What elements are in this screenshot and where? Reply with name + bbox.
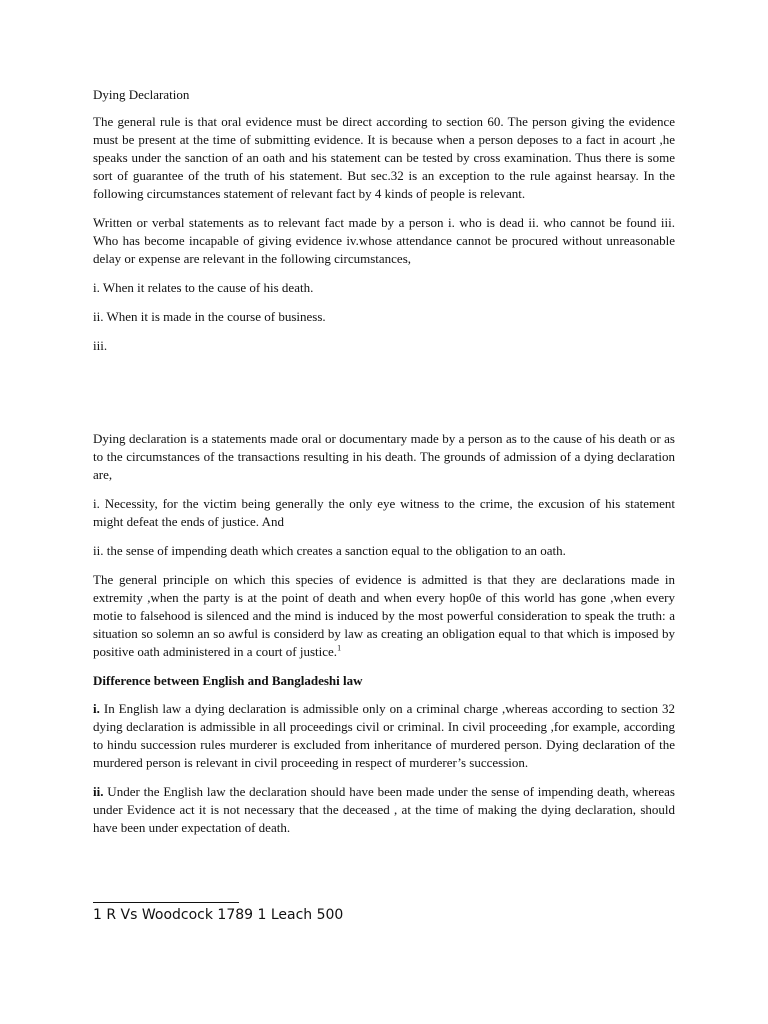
paragraph-definition: Dying declaration is a statements made oral or documentary made by a person as to the cause of his death or as to the circumstances of the transactions resulting in his death. The grounds of admission of a dying declaration are, bbox=[93, 431, 675, 482]
section-heading: Difference between English and Bangladeshi law bbox=[93, 673, 363, 688]
footnote: 1 R Vs Woodcock 1789 1 Leach 500 bbox=[93, 907, 344, 923]
document-body bbox=[93, 86, 675, 848]
page-title: Dying Declaration bbox=[93, 87, 190, 102]
difference-text: In English law a dying declaration is admissible only on a criminal charge ,whereas according to section 32 dying declaration is admissible in all proceedings civil or criminal. In civil proceeding ,for example, according to hindu succession rules murderer is excluded from inheritance of murdered person. Dying declaration of the murdered person is relevant in civil proceeding in respect of murderer’s succession. bbox=[93, 701, 675, 770]
difference-text: Under the English law the declaration should have been made under the sense of impending death, whereas under Evidence act it is not necessary that the deceased , at the time of making the dying declaration, should have been under expectation of death. bbox=[93, 784, 675, 835]
paragraph-statements: Written or verbal statements as to relevant fact made by a person i. who is dead ii. who cannot be found iii. Who has become incapable of giving evidence iv.whose attendance cannot be procured without unreasonable delay or expense are relevant in the following circumstances, bbox=[93, 215, 675, 266]
footnote-divider bbox=[93, 902, 239, 903]
principle-text: The general principle on which this species of evidence is admitted is that they are declarations made in extremity ,when the party is at the point of death and when every hop0e of this world has gone ,when every motie to falsehood is silenced and the mind is induced by the most powerful consideration to speak the truth: a situation so solemn an so awful is considerd by law as creating an obligation equal to that which is imposed by positive oath administered in a court of justice. bbox=[93, 572, 675, 659]
paragraph-general-principle bbox=[93, 571, 675, 661]
difference-item bbox=[93, 783, 675, 837]
list-item-iii: iii. bbox=[93, 338, 108, 353]
difference-number: i. bbox=[93, 701, 100, 716]
difference-item bbox=[93, 700, 675, 772]
list-item-cause-of-death: i. When it relates to the cause of his death. bbox=[93, 280, 314, 295]
paragraph-general-rule: The general rule is that oral evidence must be direct according to section 60. The person giving the evidence must be present at the time of submitting evidence. It is because when a person deposes to a fact in acourt ,he speaks under the sanction of an oath and his statement can be tested by cross examination. Thus there is some sort of guarantee of the truth of his statement. But sec.32 is an exception to the rule against hearsay. In the following circumstances statement of relevant fact by 4 kinds of people is relevant. bbox=[93, 114, 675, 201]
list-item-impending-death: ii. the sense of impending death which creates a sanction equal to the obligation to an oath. bbox=[93, 543, 566, 558]
list-item-necessity: i. Necessity, for the victim being generally the only eye witness to the crime, the excusion of his statement might defeat the ends of justice. And bbox=[93, 496, 675, 529]
footnote-reference: 1 bbox=[337, 643, 342, 653]
difference-number: ii. bbox=[93, 784, 104, 799]
list-item-course-of-business: ii. When it is made in the course of business. bbox=[93, 309, 326, 324]
blank-gap bbox=[93, 366, 675, 430]
